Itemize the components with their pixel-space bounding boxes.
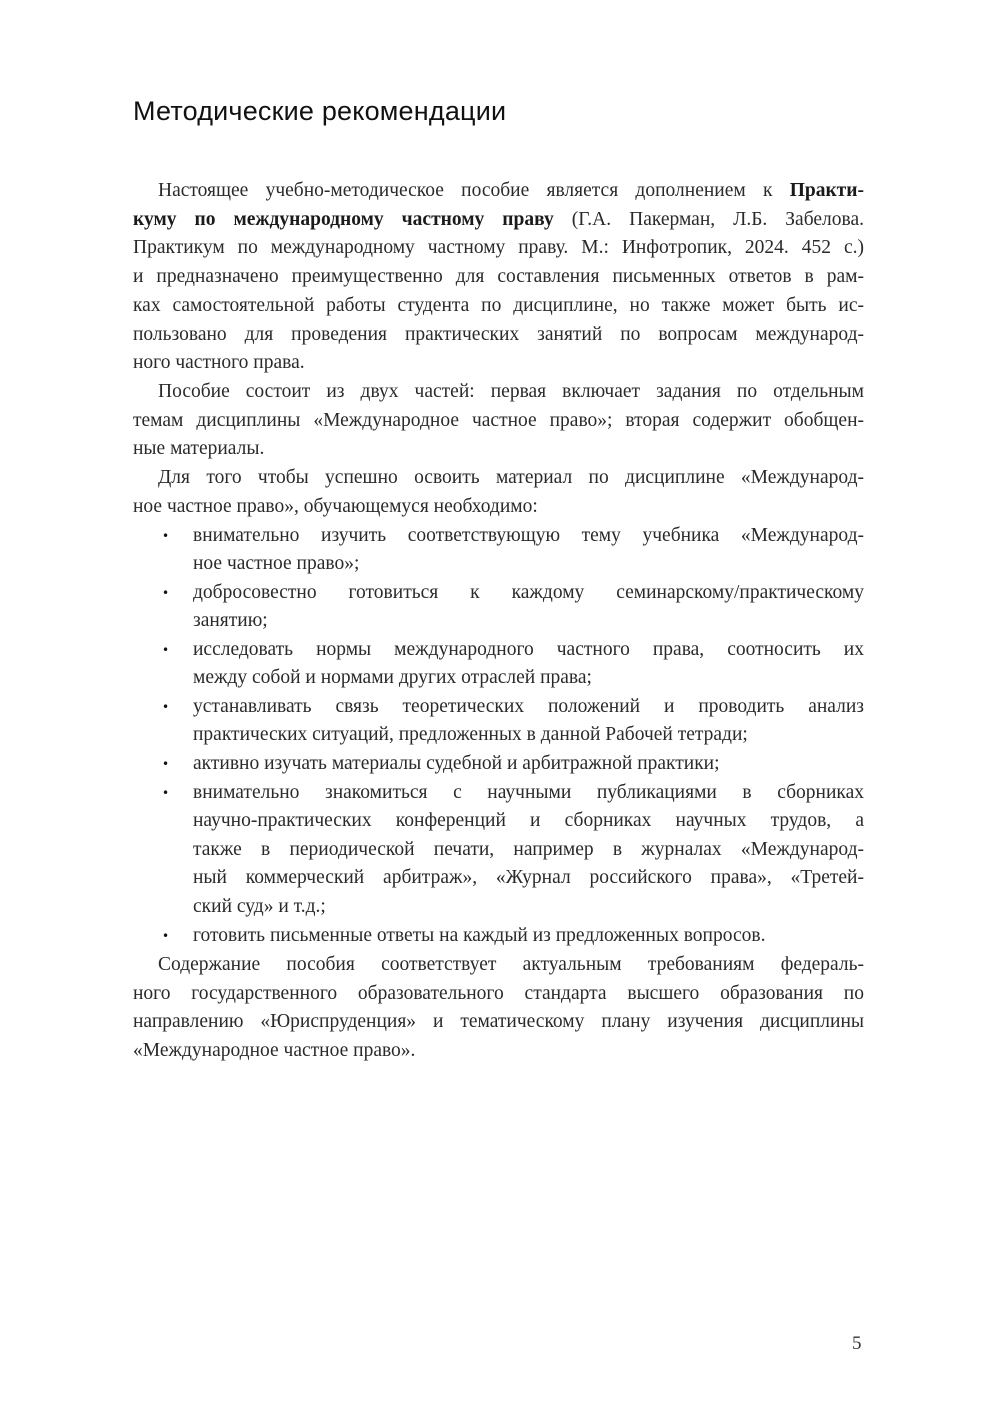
text-span: Настоящее учебно-методическое пособие является дополнением к: [158, 180, 790, 201]
paragraph-3-line-1: Для того чтобы успешно освоить материал по дисциплине «Международ-: [158, 467, 864, 488]
bullet-icon: •: [162, 586, 170, 600]
paragraph-1-line-2: [133, 205, 864, 235]
list-item-line: ский суд» и т.д.;: [193, 896, 326, 917]
list-item-line: научно-практических конференций и сборниках научных трудов, а: [193, 810, 864, 831]
list-item-line: между собой и нормами других отраслей права;: [193, 667, 592, 688]
section-heading: Методические рекомендации: [133, 96, 507, 126]
list-item-line: занятию;: [193, 610, 268, 631]
list-item-line: ное частное право»;: [193, 553, 360, 574]
paragraph-1-line-5: ках самостоятельной работы студента по дисциплине, но также может быть ис-: [133, 295, 864, 316]
list-item-line: добросовестно готовиться к каждому семинарскому/практическому: [193, 582, 864, 603]
list-item-line: практических ситуаций, предложенных в данной Рабочей тетради;: [193, 724, 748, 745]
bold-text: Практи-: [789, 180, 864, 201]
list-item-line: внимательно знакомиться с научными публикациями в сборниках: [193, 782, 864, 803]
list-item-line: устанавливать связь теоретических положений и проводить анализ: [193, 696, 864, 717]
bullet-icon: •: [162, 700, 170, 714]
list-item-line: готовить письменные ответы на каждый из предложенных вопросов.: [193, 925, 766, 946]
paragraph-1-line-4: и предназначено преимущественно для составления письменных ответов в рам-: [133, 266, 864, 287]
list-item-line: также в периодической печати, например в журналах «Международ-: [193, 839, 864, 860]
paragraph-2-line-1: Пособие состоит из двух частей: первая включает задания по отдельным: [158, 381, 864, 402]
paragraph-1-line-3: Практикум по международному частному праву. М.: Инфотропик, 2024. 452 с.): [133, 237, 864, 258]
paragraph-4-line-2: ного государственного образовательного стандарта высшего образования по: [133, 983, 864, 1004]
text-span: (Г.А. Пакерман, Л.Б. Забелова.: [553, 209, 864, 230]
list-item-line: ный коммерческий арбитраж», «Журнал российского права», «Третей-: [193, 867, 864, 888]
paragraph-3-line-2: ное частное право», обучающемуся необходимо:: [133, 496, 538, 517]
paragraph-2-line-3: ные материалы.: [133, 438, 265, 459]
bullet-icon: •: [162, 929, 170, 943]
bullet-icon: •: [162, 757, 170, 771]
paragraph-4-line-1: Содержание пособия соответствует актуальным требованиям федераль-: [158, 954, 864, 975]
list-item-line: исследовать нормы международного частного права, соотносить их: [193, 639, 864, 660]
bullet-icon: •: [162, 529, 170, 543]
bold-text: куму по международному частному праву: [133, 209, 554, 230]
list-item-line: внимательно изучить соответствующую тему учебника «Международ-: [193, 525, 864, 546]
paragraph-4-line-3: направлению «Юриспруденция» и тематическому плану изучения дисциплины: [133, 1011, 864, 1032]
paragraph-4-line-4: «Международное частное право».: [133, 1040, 416, 1061]
paragraph-1-line-7: ного частного права.: [133, 352, 305, 373]
bullet-icon: •: [162, 786, 170, 800]
paragraph-1-line-6: пользовано для проведения практических занятий по вопросам международ-: [133, 324, 864, 345]
bullet-icon: •: [162, 643, 170, 657]
paragraph-2-line-2: темам дисциплины «Международное частное право»; вторая содержит обобщен-: [133, 410, 864, 431]
page-number: 5: [852, 1333, 862, 1354]
paragraph-1-line-1: [158, 176, 864, 206]
list-item-line: активно изучать материалы судебной и арбитражной практики;: [193, 753, 720, 774]
